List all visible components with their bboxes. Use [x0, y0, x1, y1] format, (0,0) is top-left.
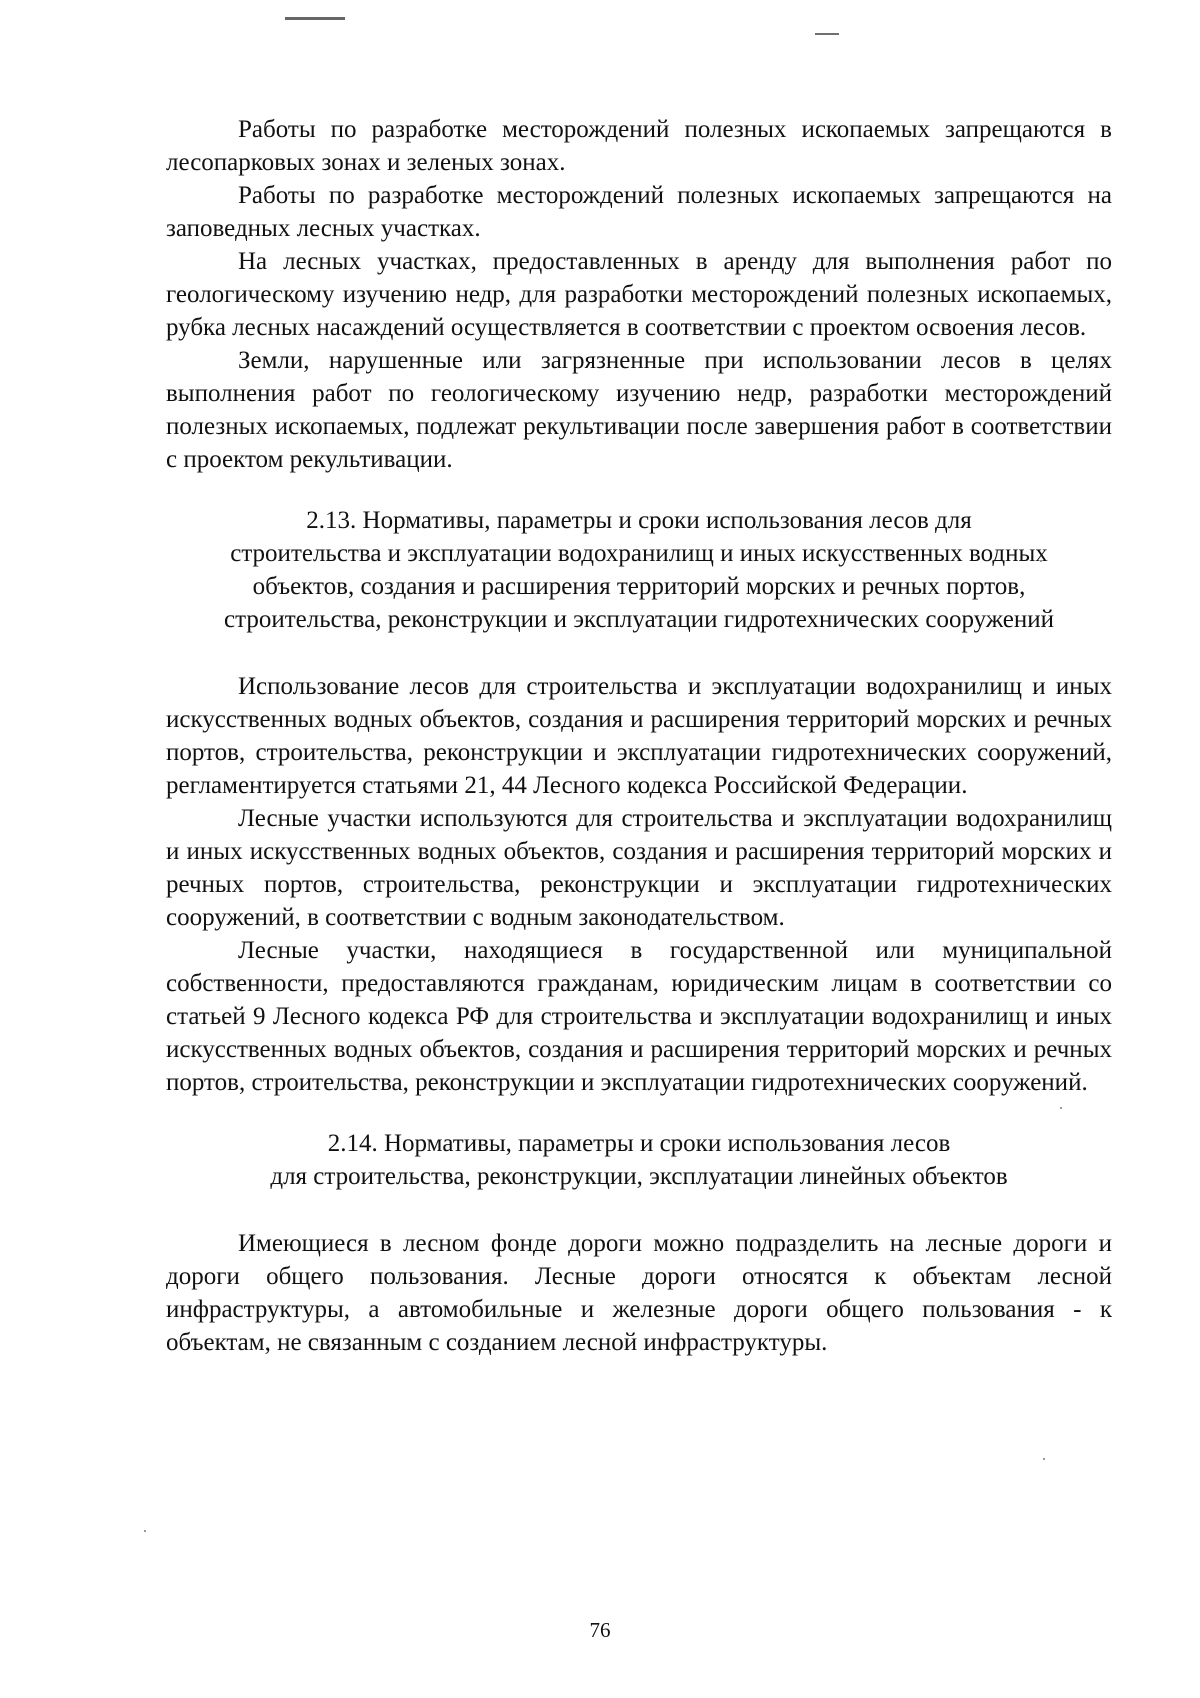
document-page — [166, 113, 1112, 1359]
page-number: 76 — [589, 1618, 611, 1642]
scan-artifact-top-left — [285, 17, 345, 20]
heading-line: строительства, реконструкции и эксплуатации гидротехнических сооружений — [224, 606, 1054, 633]
paragraph: Использование лесов для строительства и эксплуатации водохранилищ и иных искусственных водных объектов, создания и расширения территорий морских и речных портов, строительства, реконструкции и эксплуатации гидротехнических сооружений, регламентируется статьями 21, 44 Лесного кодекса Российской Федерации. — [166, 673, 1112, 799]
scan-dot — [144, 1530, 146, 1532]
section-heading-2-13 — [166, 504, 1112, 636]
paragraph: Работы по разработке месторождений полезных ископаемых запрещаются на заповедных лесных участках. — [166, 182, 1112, 242]
paragraph: На лесных участках, предоставленных в аренду для выполнения работ по геологическому изучению недр, для разработки месторождений полезных ископаемых, рубка лесных насаждений осуществляется в соответствии с проектом освоения лесов. — [166, 248, 1112, 341]
heading-line: для строительства, реконструкции, эксплуатации линейных объектов — [270, 1163, 1008, 1190]
paragraph: Работы по разработке месторождений полезных ископаемых запрещаются в лесопарковых зонах и зеленых зонах. — [166, 116, 1112, 176]
scan-artifact-top-right — [815, 33, 839, 35]
heading-line: объектов, создания и расширения территорий морских и речных портов, — [252, 573, 1026, 600]
scan-dot — [1043, 1458, 1045, 1460]
heading-line: 2.14. Нормативы, параметры и сроки использования лесов — [327, 1130, 951, 1157]
paragraph: Лесные участки используются для строительства и эксплуатации водохранилищ и иных искусственных водных объектов, создания и расширения территорий морских и речных портов, строительства, реконструкции и эксплуатации гидротехнических сооружений, в соответствии с водным законодательством. — [166, 805, 1112, 931]
heading-line: строительства и эксплуатации водохранилищ и иных искусственных водных — [230, 540, 1048, 567]
paragraph: Земли, нарушенные или загрязненные при использовании лесов в целях выполнения работ по геологическому изучению недр, разработки месторождений полезных ископаемых, подлежат рекультивации после завершения работ в соответствии с проектом рекультивации. — [166, 347, 1112, 473]
heading-line: 2.13. Нормативы, параметры и сроки использования лесов для — [306, 507, 972, 534]
paragraph: Имеющиеся в лесном фонде дороги можно подразделить на лесные дороги и дороги общего пользования. Лесные дороги относятся к объектам лесной инфраструктуры, а автомобильные и железные дороги общего пользования - к объектам, не связанным с созданием лесной инфраструктуры. — [166, 1230, 1112, 1356]
paragraph: Лесные участки, находящиеся в государственной или муниципальной собственности, предоставляются гражданам, юридическим лицам в соответствии со статьей 9 Лесного кодекса РФ для строительства и эксплуатации водохранилищ и иных искусственных водных объектов, создания и расширения территорий морских и речных портов, строительства, реконструкции и эксплуатации гидротехнических сооружений. — [166, 937, 1112, 1096]
section-heading-2-14 — [166, 1127, 1112, 1193]
